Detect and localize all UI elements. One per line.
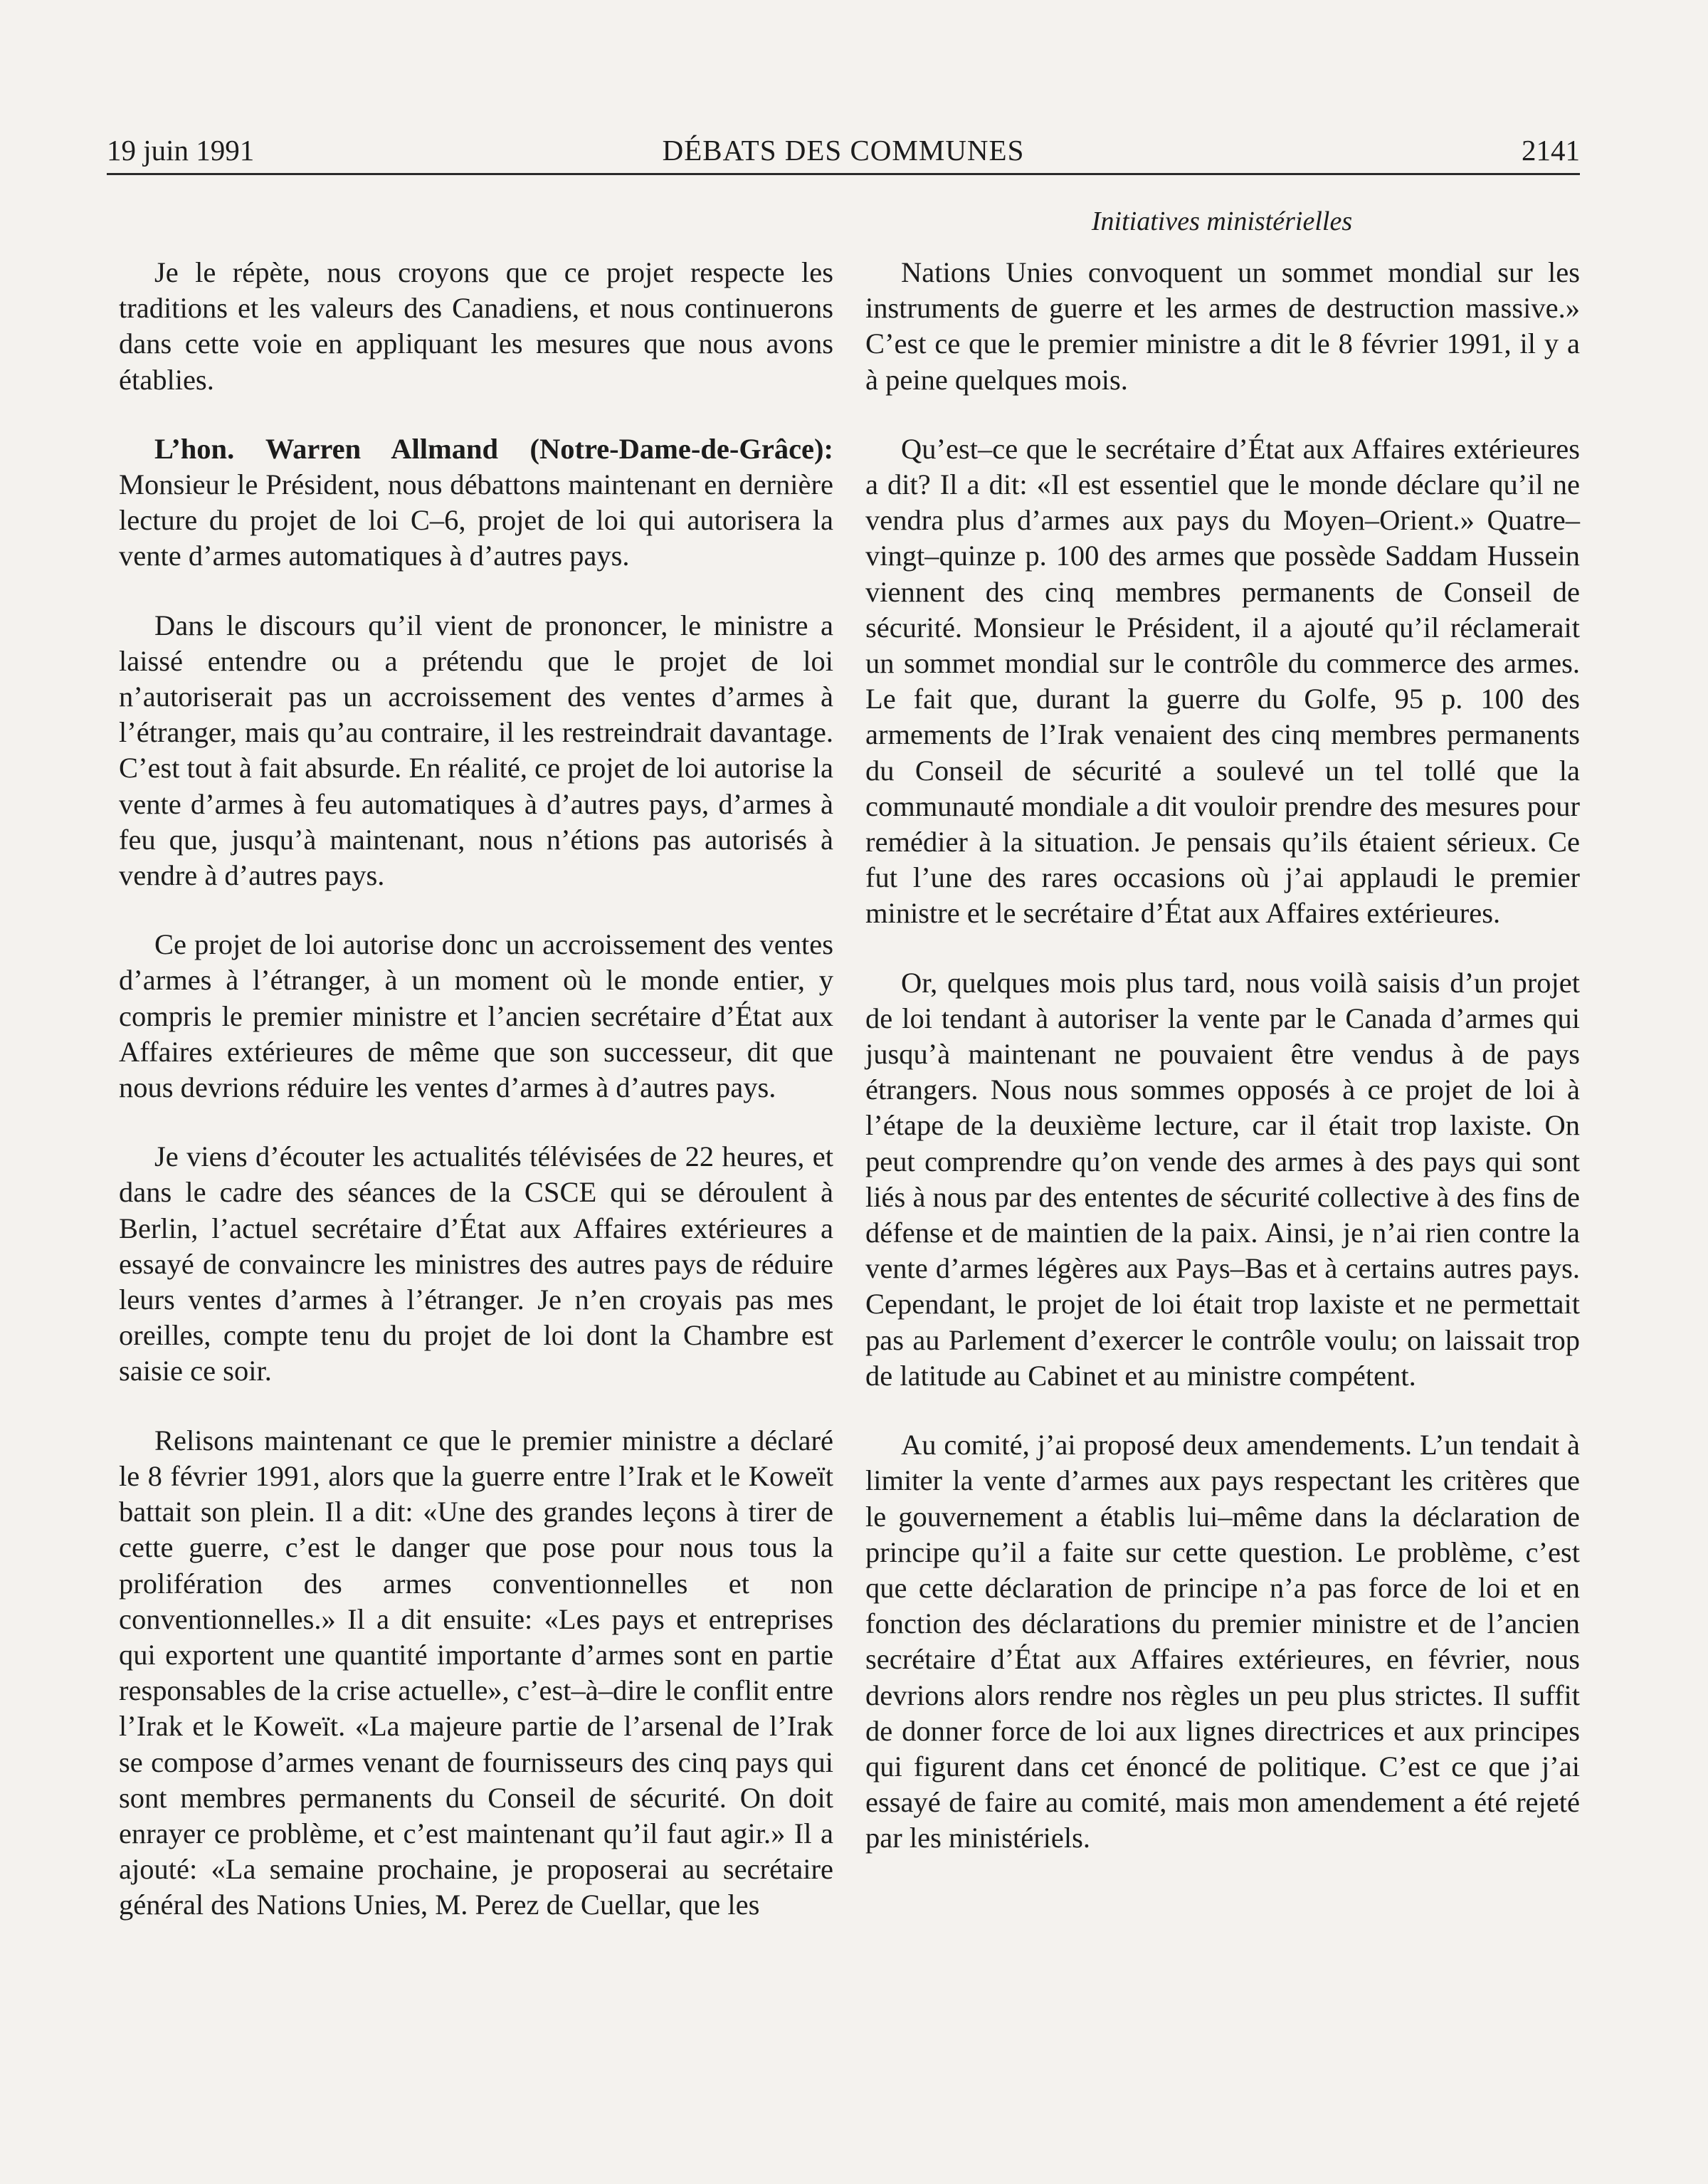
paragraph: Au comité, j’ai proposé deux amendements. L’un tendait à limiter la vente d’armes aux pays respectant les critères que le gouvernement a établis lui–même dans la déclaration de principe qu’il a faite sur cette question. Le problème, c’est que cette déclaration de principe n’a pas force de loi et en fonction des déclarations du premier ministre et de l’ancien secrétaire d’État aux Affaires extérieures, en février, nous devrions alors rendre nos règles un peu plus strictes. Il suffit de donner force de loi aux lignes directrices et aux principes qui figurent dans cet énoncé de politique. C’est ce que j’ai essayé de faire au comité, mais mon amendement a été rejeté par les ministériels.	[865, 1429, 1580, 1854]
paragraph-with-speaker	[119, 431, 833, 574]
paragraph: Or, quelques mois plus tard, nous voilà saisis d’un projet de loi tendant à autoriser la vente par le Canada d’armes qui jusqu’à maintenant ne pouvaient être vendus à de pays étrangers. Nous nous sommes opposés à ce projet de loi à l’étape de la deuxième lecture, car il était trop laxiste. On peut comprendre qu’on vende des armes à des pays qui sont liés à nous par des ententes de sécurité collective à des fins de défense et de maintien de la paix. Ainsi, je n’ai rien contre la vente d’armes légères aux Pays–Bas et à certains autres pays. Cependant, le projet de loi était trop laxiste et ne permettait pas au Parlement d’exercer le contrôle voulu; on laissait trop de latitude au Cabinet et au ministre compétent.	[865, 966, 1580, 1392]
speech-text: Monsieur le Président, nous débattons maintenant en dernière lecture du projet de loi C–6, projet de loi qui autorisera la vente d’armes automatiques à d’autres pays.	[119, 468, 833, 572]
speaker-name: L’hon. Warren Allmand (Notre-Dame-de-Grâce):	[154, 432, 833, 465]
header-title: DÉBATS DES COMMUNES	[662, 134, 1025, 167]
paragraph: Qu’est–ce que le secrétaire d’État aux Affaires extérieures a dit? Il a dit: «Il est essentiel que le monde déclare qu’il ne vendra plus d’armes aux pays du Moyen–Orient.» Quatre–vingt–quinze p. 100 des armes que possède Saddam Hussein viennent des cinq membres permanents de Conseil de sécurité. Monsieur le Président, il a ajouté qu’il réclamerait un sommet mondial sur le contrôle du commerce des armes. Le fait que, durant la guerre du Golfe, 95 p. 100 des armements de l’Irak venaient des cinq membres permanents du Conseil de sécurité a soulevé un tel tollé que la communauté mondiale a dit vouloir prendre des mesures pour remédier à la situation. Je pensais qu’ils étaient sérieux. Ce fut l’une des rares occasions où j’ai applaudi le premier ministre et le secrétaire d’État aux Affaires extérieures.	[865, 432, 1580, 930]
right-column	[865, 255, 1580, 1857]
page-header	[107, 130, 1580, 170]
section-label: Initiatives ministérielles	[1091, 206, 1353, 236]
paragraph: Nations Unies convoquent un sommet mondial sur les instruments de guerre et les armes de destruction massive.» C’est ce que le premier ministre a dit le 8 février 1991, il y a à peine quelques mois.	[865, 256, 1580, 396]
paragraph: Je le répète, nous croyons que ce projet respecte les traditions et les valeurs des Canadiens, et nous continuerons dans cette voie en appliquant les mesures que nous avons établies.	[119, 256, 833, 396]
header-rule	[107, 173, 1580, 175]
paragraph: Ce projet de loi autorise donc un accroissement des ventes d’armes à l’étranger, à un moment où le monde entier, y compris le premier ministre et l’ancien secrétaire d’État aux Affaires extérieures de même que son successeur, dit que nous devrions réduire les ventes d’armes à d’autres pays.	[119, 928, 833, 1104]
paragraph: Relisons maintenant ce que le premier ministre a déclaré le 8 février 1991, alors que la guerre entre l’Irak et le Koweït battait son plein. Il a dit: «Une des grandes leçons à tirer de cette guerre, c’est le danger que pose pour nous tous la prolifération des armes conventionnelles et non conventionnelles.» Il a dit ensuite: «Les pays et entreprises qui exportent une quantité importante d’armes sont en partie responsables de la crise actuelle», c’est–à–dire le conflit entre l’Irak et le Koweït. «La majeure partie de l’arsenal de l’Irak se compose d’armes venant de fournisseurs des cinq pays qui sont membres permanents du Conseil de sécurité. On doit enrayer ce problème, et c’est maintenant qu’il faut agir.» Il a ajouté: «La semaine prochaine, je proposerai au secrétaire général des Nations Unies, M. Perez de Cuellar, que les	[119, 1424, 833, 1921]
page-number: 2141	[1522, 134, 1580, 167]
header-date: 19 juin 1991	[107, 134, 255, 167]
paragraph: Je viens d’écouter les actualités télévisées de 22 heures, et dans le cadre des séances de la CSCE qui se déroulent à Berlin, l’actuel secrétaire d’État aux Affaires extérieures a essayé de convaincre les ministres des autres pays de réduire leurs ventes d’armes à l’étranger. Je n’en croyais pas mes oreilles, compte tenu du projet de loi dont la Chambre est saisie ce soir.	[119, 1140, 833, 1387]
paragraph: Dans le discours qu’il vient de prononcer, le ministre a laissé entendre ou a prétendu que le projet de loi n’autoriserait pas un accroissement des ventes d’armes à l’étranger, mais qu’au contraire, il les restreindrait davantage. C’est tout à fait absurde. En réalité, ce projet de loi autorise la vente d’armes à feu automatiques à d’autres pays, d’armes à feu que, jusqu’à maintenant, nous n’étions pas autorisés à vendre à d’autres pays.	[119, 609, 833, 892]
left-column	[119, 255, 833, 1923]
